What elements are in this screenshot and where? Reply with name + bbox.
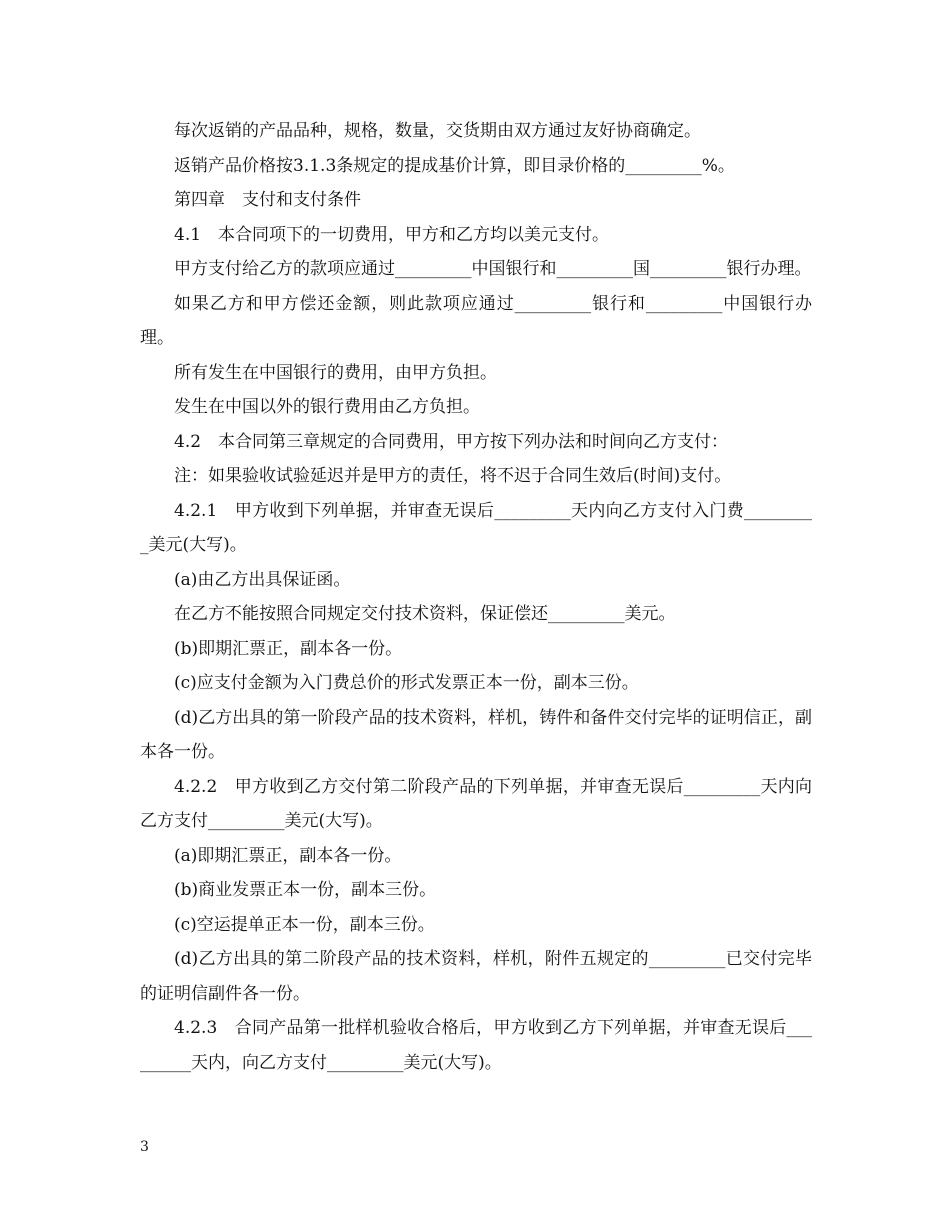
paragraph: 每次返销的产品品种，规格，数量，交货期由双方通过友好协商确定。 — [174, 121, 701, 141]
paragraph: 4.2.1 甲方收到下列单据，并审查无误后_________天内向乙方支付入门费_________美元(大写)。 — [140, 500, 812, 555]
paragraph: (c)应支付金额为入门费总价的形式发票正本一份，副本三份。 — [174, 673, 639, 693]
paragraph: 4.2 本合同第三章规定的合同费用，甲方按下列办法和时间向乙方支付： — [174, 431, 729, 452]
paragraph: 在乙方不能按照合同规定交付技术资料，保证偿还_________美元。 — [174, 604, 676, 624]
paragraph: 4.1 本合同项下的一切费用，甲方和乙方均以美元支付。 — [174, 224, 610, 245]
paragraph: (b)商业发票正本一份，副本三份。 — [174, 880, 437, 900]
paragraph: (c)空运提单正本一份，副本三份。 — [174, 914, 435, 935]
paragraph: 注：如果验收试验延迟并是甲方的责任，将不迟于合同生效后(时间)支付。 — [174, 466, 732, 486]
paragraph: 甲方支付给乙方的款项应通过_________中国银行和_________国_________银行办理。 — [174, 259, 812, 279]
paragraph: 如果乙方和甲方偿还金额，则此款项应通过_________银行和_________中国银行办理。 — [140, 293, 812, 348]
paragraph: 返销产品价格按3.1.3条规定的提成基价计算，即目录价格的_________%。 — [174, 155, 735, 176]
document-body — [140, 114, 812, 1080]
paragraph: 发生在中国以外的银行费用由乙方负担。 — [174, 397, 480, 417]
page-number: 3 — [140, 1139, 149, 1155]
paragraph: (b)即期汇票正，副本各一份。 — [174, 638, 403, 659]
paragraph: (a)由乙方出具保证函。 — [174, 569, 351, 590]
paragraph: (d)乙方出具的第二阶段产品的技术资料，样机，附件五规定的_________已交付完毕的证明信副件各一份。 — [140, 949, 812, 1004]
chapter-heading: 第四章 支付和支付条件 — [174, 190, 361, 210]
paragraph: 4.2.2 甲方收到乙方交付第二阶段产品的下列单据，并审查无误后_________天内向乙方支付_________美元(大写)。 — [140, 776, 812, 831]
paragraph: (a)即期汇票正，副本各一份。 — [174, 845, 402, 866]
paragraph: (d)乙方出具的第一阶段产品的技术资料，样机，铸件和备件交付完毕的证明信正，副本各一份。 — [140, 707, 812, 762]
paragraph: 所有发生在中国银行的费用，由甲方负担。 — [174, 362, 497, 383]
paragraph: 4.2.3 合同产品第一批样机验收合格后，甲方收到乙方下列单据，并审查无误后_________天内，向乙方支付_________美元(大写)。 — [140, 1018, 812, 1073]
